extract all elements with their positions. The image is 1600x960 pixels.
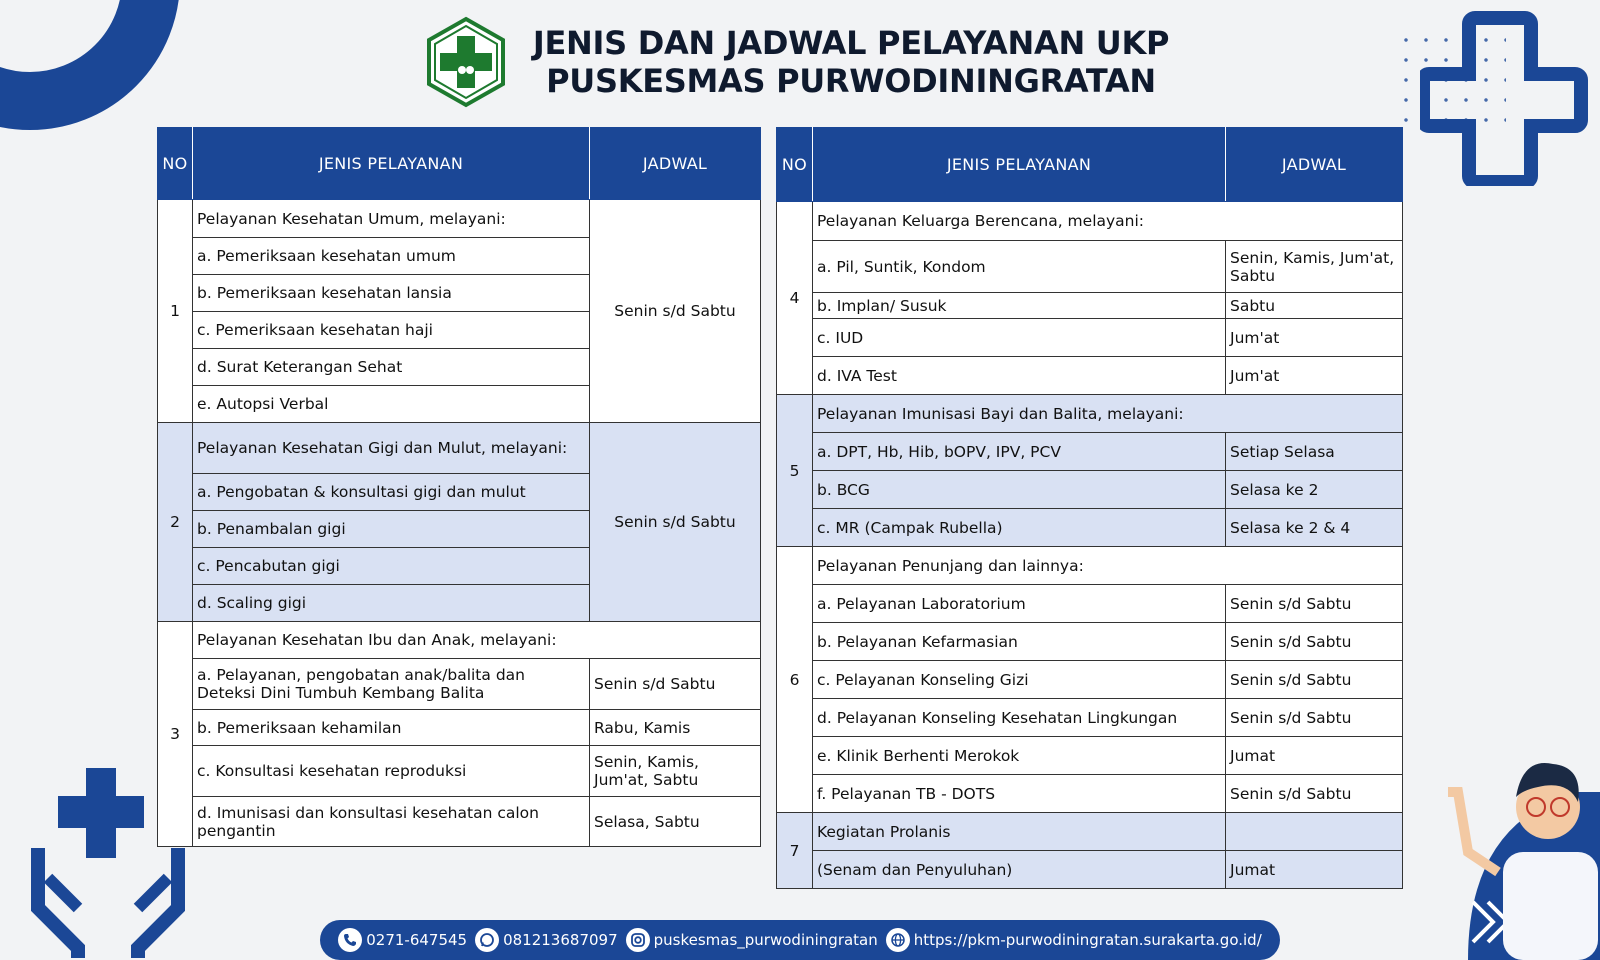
service-item: c. Pelayanan Konseling Gizi — [813, 661, 1226, 699]
service-item: b. Pelayanan Kefarmasian — [813, 623, 1226, 661]
table-row — [777, 319, 1403, 357]
table-row — [158, 659, 761, 710]
service-item: (Senam dan Penyuluhan) — [813, 851, 1226, 889]
group-title: Pelayanan Kesehatan Ibu dan Anak, melayani: — [193, 622, 761, 659]
service-schedule: Jum'at — [1226, 319, 1403, 357]
website-url: https://pkm-purwodiningratan.surakarta.go.id/ — [913, 931, 1262, 949]
contact-whatsapp[interactable] — [475, 928, 618, 952]
phone-icon — [338, 928, 362, 952]
header-service: JENIS PELAYANAN — [813, 128, 1226, 202]
table-row — [158, 710, 761, 746]
group-number: 4 — [777, 202, 813, 395]
service-item: c. IUD — [813, 319, 1226, 357]
table-row — [777, 623, 1403, 661]
table-header-row — [777, 128, 1403, 202]
service-item: c. Konsultasi kesehatan reproduksi — [193, 746, 590, 797]
service-schedule: Jumat — [1226, 737, 1403, 775]
service-item: d. Scaling gigi — [193, 585, 590, 622]
table-header-row — [158, 128, 761, 200]
service-item: a. Pil, Suntik, Kondom — [813, 241, 1226, 293]
table-row — [158, 423, 761, 474]
group-number: 2 — [158, 423, 193, 622]
group-title: Pelayanan Kesehatan Gigi dan Mulut, melayani: — [193, 423, 590, 474]
service-schedule: Senin s/d Sabtu — [1226, 585, 1403, 623]
page-header — [425, 16, 1185, 108]
group-title: Kegiatan Prolanis — [813, 813, 1226, 851]
service-schedule: Selasa ke 2 — [1226, 471, 1403, 509]
group-schedule: Senin s/d Sabtu — [590, 423, 761, 622]
table-row — [777, 241, 1403, 293]
page-title-line-1: JENIS DAN JADWAL PELAYANAN UKP — [532, 24, 1170, 62]
table-row — [158, 746, 761, 797]
contact-phone[interactable] — [338, 928, 467, 952]
table-row — [777, 699, 1403, 737]
group-number: 7 — [777, 813, 813, 889]
service-schedule: Senin s/d Sabtu — [1226, 775, 1403, 813]
service-item: d. Pelayanan Konseling Kesehatan Lingkungan — [813, 699, 1226, 737]
table-row — [158, 797, 761, 847]
corner-arc-decoration — [0, 0, 180, 130]
service-schedule: Senin s/d Sabtu — [1226, 661, 1403, 699]
service-schedule: Jum'at — [1226, 357, 1403, 395]
service-schedule: Senin, Kamis, Jum'at, Sabtu — [590, 746, 761, 797]
page-title-line-2: PUSKESMAS PURWODININGRATAN — [546, 62, 1156, 100]
service-schedule: Setiap Selasa — [1226, 433, 1403, 471]
service-item: a. Pelayanan, pengobatan anak/balita dan Deteksi Dini Tumbuh Kembang Balita — [193, 659, 590, 710]
table-row — [777, 813, 1403, 851]
table-row — [777, 395, 1403, 433]
service-item: a. DPT, Hb, Hib, bOPV, IPV, PCV — [813, 433, 1226, 471]
empty-cell — [1226, 813, 1403, 851]
table-row — [777, 202, 1403, 241]
contact-footer — [320, 920, 1280, 960]
table-row — [158, 622, 761, 659]
service-schedule: Senin s/d Sabtu — [1226, 699, 1403, 737]
instagram-icon — [626, 928, 650, 952]
header-no: NO — [777, 128, 813, 202]
service-schedule: Rabu, Kamis — [590, 710, 761, 746]
service-item: b. Pemeriksaan kesehatan lansia — [193, 275, 590, 312]
globe-icon — [886, 928, 910, 952]
service-item: c. MR (Campak Rubella) — [813, 509, 1226, 547]
doctor-illustration-icon — [1428, 752, 1600, 960]
table-row — [777, 433, 1403, 471]
group-number: 5 — [777, 395, 813, 547]
table-row — [777, 357, 1403, 395]
service-item: b. Pemeriksaan kehamilan — [193, 710, 590, 746]
service-schedule: Senin s/d Sabtu — [590, 659, 761, 710]
service-schedule: Senin, Kamis, Jum'at, Sabtu — [1226, 241, 1403, 293]
table-row — [777, 509, 1403, 547]
table-row — [158, 200, 761, 238]
contact-website[interactable] — [886, 928, 1262, 952]
group-number: 3 — [158, 622, 193, 847]
header-schedule: JADWAL — [590, 128, 761, 200]
service-item: c. Pemeriksaan kesehatan haji — [193, 312, 590, 349]
header-service: JENIS PELAYANAN — [193, 128, 590, 200]
table-row — [777, 661, 1403, 699]
table-row — [777, 547, 1403, 585]
service-schedule: Selasa, Sabtu — [590, 797, 761, 847]
medical-cross-outline-icon — [1420, 8, 1590, 186]
group-title: Pelayanan Kesehatan Umum, melayani: — [193, 200, 590, 238]
group-number: 1 — [158, 200, 193, 423]
service-item: d. Surat Keterangan Sehat — [193, 349, 590, 386]
service-item: a. Pengobatan & konsultasi gigi dan mulut — [193, 474, 590, 511]
group-schedule: Senin s/d Sabtu — [590, 200, 761, 423]
service-item: e. Autopsi Verbal — [193, 386, 590, 423]
contact-instagram[interactable] — [626, 928, 878, 952]
group-title: Pelayanan Keluarga Berencana, melayani: — [813, 202, 1403, 241]
service-item: a. Pelayanan Laboratorium — [813, 585, 1226, 623]
service-item: c. Pencabutan gigi — [193, 548, 590, 585]
table-row — [777, 471, 1403, 509]
table-row — [777, 851, 1403, 889]
phone-number: 0271-647545 — [366, 931, 468, 949]
service-item: d. Imunisasi dan konsultasi kesehatan calon pengantin — [193, 797, 590, 847]
whatsapp-number: 081213687097 — [503, 931, 618, 949]
service-item: b. BCG — [813, 471, 1226, 509]
service-item: e. Klinik Berhenti Merokok — [813, 737, 1226, 775]
puskesmas-logo-icon — [425, 16, 507, 108]
right-service-table — [776, 127, 1403, 889]
table-row — [777, 293, 1403, 319]
group-title: Pelayanan Imunisasi Bayi dan Balita, melayani: — [813, 395, 1403, 433]
whatsapp-icon — [475, 928, 499, 952]
left-service-table — [157, 127, 761, 847]
header-schedule: JADWAL — [1226, 128, 1403, 202]
service-schedule: Selasa ke 2 & 4 — [1226, 509, 1403, 547]
table-row — [777, 775, 1403, 813]
service-item: b. Penambalan gigi — [193, 511, 590, 548]
service-item: f. Pelayanan TB - DOTS — [813, 775, 1226, 813]
service-item: d. IVA Test — [813, 357, 1226, 395]
service-item: a. Pemeriksaan kesehatan umum — [193, 238, 590, 275]
header-no: NO — [158, 128, 193, 200]
service-schedule: Senin s/d Sabtu — [1226, 623, 1403, 661]
instagram-handle: puskesmas_purwodiningratan — [653, 931, 878, 949]
service-schedule: Jumat — [1226, 851, 1403, 889]
group-title: Pelayanan Penunjang dan lainnya: — [813, 547, 1403, 585]
table-row — [777, 737, 1403, 775]
group-number: 6 — [777, 547, 813, 813]
service-item: b. Implan/ Susuk — [813, 293, 1226, 319]
service-schedule: Sabtu — [1226, 293, 1403, 319]
table-row — [777, 585, 1403, 623]
